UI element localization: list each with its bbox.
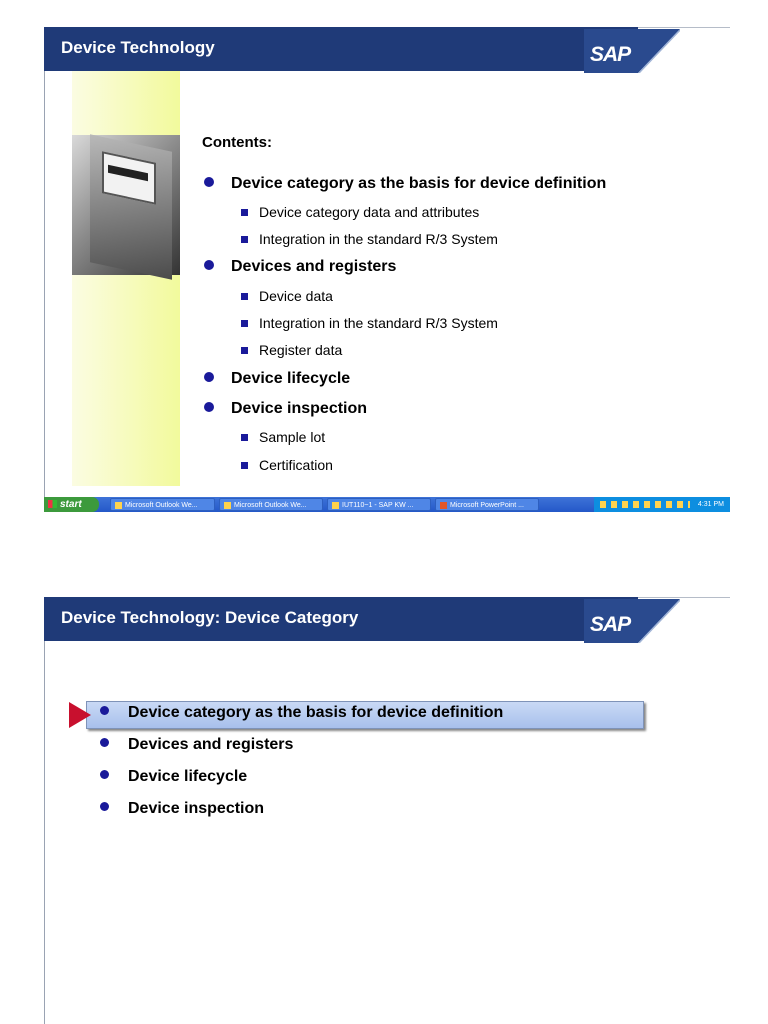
taskbar-button-outlook-1[interactable] bbox=[110, 498, 215, 511]
contents-item-label: Device lifecycle bbox=[231, 370, 351, 387]
taskbar-button-label: Microsoft Outlook We... bbox=[234, 502, 307, 509]
bullet-icon bbox=[204, 402, 214, 412]
taskbar-button-label: Microsoft Outlook We... bbox=[125, 502, 198, 509]
square-bullet-icon bbox=[241, 347, 248, 354]
taskbar-button-sap[interactable] bbox=[327, 498, 431, 511]
agenda-item-label: Device inspection bbox=[128, 800, 265, 817]
windows-taskbar bbox=[44, 497, 730, 512]
bullet-icon bbox=[100, 770, 109, 779]
bullet-icon bbox=[204, 260, 214, 270]
taskbar-clock[interactable]: 4:31 PM bbox=[697, 501, 724, 508]
contents-heading: Contents: bbox=[202, 134, 272, 151]
agenda-item-label: Device category as the basis for device definition bbox=[128, 704, 504, 721]
contents-item-label: Register data bbox=[259, 342, 343, 358]
sap-logo bbox=[584, 29, 680, 73]
sap-logo bbox=[584, 599, 680, 643]
document-icon bbox=[332, 502, 339, 509]
bullet-icon bbox=[100, 706, 109, 715]
bullet-icon bbox=[100, 802, 109, 811]
left-rule bbox=[44, 71, 45, 512]
contents-item-label: Device category data and attributes bbox=[259, 204, 480, 220]
contents-item-label: Devices and registers bbox=[231, 258, 397, 275]
agenda-item bbox=[100, 736, 293, 754]
agenda-item-label: Devices and registers bbox=[128, 736, 294, 753]
sap-logo-text: SAP bbox=[590, 613, 631, 636]
agenda-item bbox=[100, 800, 264, 818]
contents-item-label: Device category as the basis for device definition bbox=[231, 175, 607, 192]
powerpoint-icon bbox=[440, 502, 447, 509]
agenda-item bbox=[100, 768, 247, 786]
start-label: start bbox=[60, 499, 82, 510]
square-bullet-icon bbox=[241, 320, 248, 327]
left-rule bbox=[44, 641, 45, 1024]
contents-item bbox=[204, 258, 396, 276]
contents-subitem bbox=[241, 429, 325, 445]
contents-item-label: Integration in the standard R/3 System bbox=[259, 231, 498, 247]
slide-title: Device Technology bbox=[61, 38, 215, 57]
contents-item bbox=[204, 370, 350, 388]
slide-device-technology bbox=[44, 27, 730, 512]
square-bullet-icon bbox=[241, 462, 248, 469]
taskbar-button-outlook-2[interactable] bbox=[219, 498, 323, 511]
system-tray bbox=[594, 497, 730, 512]
outlook-icon bbox=[224, 502, 231, 509]
contents-subitem bbox=[241, 288, 333, 304]
contents-subitem bbox=[241, 204, 479, 220]
contents-item bbox=[204, 175, 606, 193]
windows-flag-icon bbox=[48, 500, 57, 508]
bullet-icon bbox=[204, 177, 214, 187]
electricity-meter-image bbox=[72, 135, 180, 275]
taskbar-button-label: Microsoft PowerPoint ... bbox=[450, 502, 524, 509]
current-topic-pointer-icon bbox=[69, 702, 91, 728]
square-bullet-icon bbox=[241, 209, 248, 216]
taskbar-button-label: IUT110~1 - SAP KW ... bbox=[342, 502, 414, 509]
contents-item-label: Sample lot bbox=[259, 429, 326, 445]
contents-subitem bbox=[241, 231, 498, 247]
tray-icons[interactable] bbox=[600, 501, 690, 508]
contents-item-label: Device data bbox=[259, 288, 333, 304]
agenda-item bbox=[100, 704, 503, 722]
taskbar-button-powerpoint[interactable] bbox=[435, 498, 539, 511]
outlook-icon bbox=[115, 502, 122, 509]
sap-logo-text: SAP bbox=[590, 43, 631, 66]
square-bullet-icon bbox=[241, 293, 248, 300]
contents-item-label: Device inspection bbox=[231, 400, 368, 417]
square-bullet-icon bbox=[241, 434, 248, 441]
contents-subitem bbox=[241, 457, 333, 473]
bullet-icon bbox=[204, 372, 214, 382]
contents-item bbox=[204, 400, 367, 418]
slide-device-category bbox=[44, 597, 730, 1024]
contents-subitem bbox=[241, 342, 342, 358]
contents-item-label: Integration in the standard R/3 System bbox=[259, 315, 498, 331]
slide-title: Device Technology: Device Category bbox=[61, 608, 359, 627]
square-bullet-icon bbox=[241, 236, 248, 243]
yellow-gradient-column bbox=[72, 71, 180, 486]
bullet-icon bbox=[100, 738, 109, 747]
contents-subitem bbox=[241, 315, 498, 331]
start-button[interactable] bbox=[44, 497, 99, 512]
contents-item-label: Certification bbox=[259, 457, 333, 473]
agenda-item-label: Device lifecycle bbox=[128, 768, 248, 785]
